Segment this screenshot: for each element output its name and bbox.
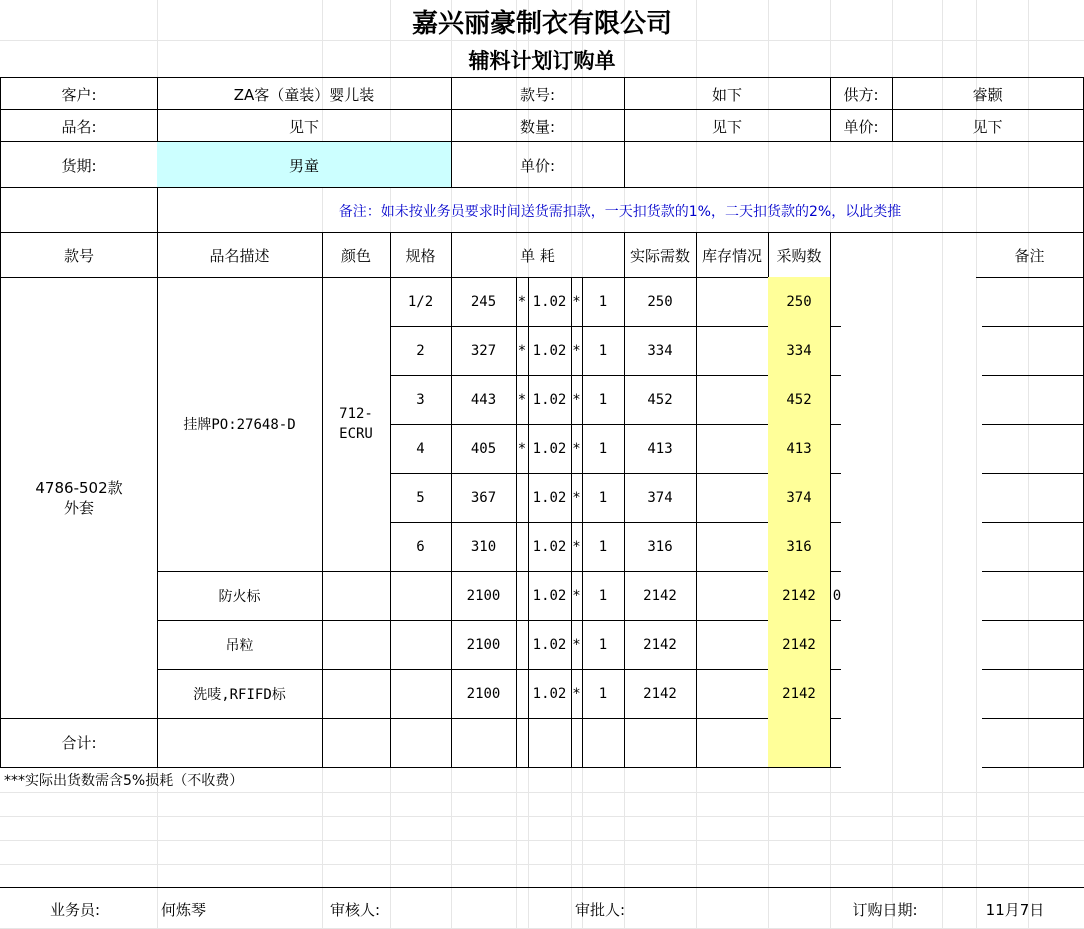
stock-cell[interactable]: [696, 277, 769, 327]
factor-cell[interactable]: 1.02: [528, 277, 572, 327]
actual-cell[interactable]: 250: [624, 277, 697, 327]
style-type: 外套: [63, 498, 94, 517]
purchase-cell[interactable]: 413: [768, 424, 831, 474]
desc-cell[interactable]: 防火标: [157, 571, 323, 621]
header-purchase: 采购数: [768, 232, 831, 278]
total-factor[interactable]: [528, 718, 572, 768]
extra-value: 0: [832, 588, 842, 604]
row-divider: [830, 473, 841, 474]
customer-value[interactable]: ZA客（童装）婴儿装: [157, 77, 452, 110]
qty-value[interactable]: 见下: [624, 109, 831, 142]
actual-cell[interactable]: 2142: [624, 669, 697, 719]
size-cell[interactable]: 5: [390, 473, 452, 523]
mult-cell[interactable]: 1: [582, 277, 625, 327]
actual-cell[interactable]: 334: [624, 326, 697, 376]
mult-cell[interactable]: 1: [582, 326, 625, 376]
row-divider: [982, 326, 1084, 327]
row-divider: [982, 424, 1084, 425]
size-cell[interactable]: 6: [390, 522, 452, 572]
star-cell: *: [571, 669, 583, 719]
qty-cell[interactable]: 2100: [451, 571, 517, 621]
star-cell: *: [571, 522, 583, 572]
delivery-value[interactable]: 男童: [157, 141, 452, 188]
date-label: 订购日期:: [852, 900, 918, 919]
actual-cell[interactable]: 452: [624, 375, 697, 425]
salesman-label: 业务员:: [49, 900, 101, 919]
style-cell[interactable]: [0, 277, 158, 719]
size-cell[interactable]: 3: [390, 375, 452, 425]
header-desc: 品名描述: [157, 232, 323, 278]
purchase-cell[interactable]: 2142: [768, 669, 831, 719]
total-desc[interactable]: [157, 718, 323, 768]
size-cell[interactable]: 1/2: [390, 277, 452, 327]
purchase-cell[interactable]: 374: [768, 473, 831, 523]
header-size: 规格: [390, 232, 452, 278]
total-actual[interactable]: [624, 718, 697, 768]
desc-cell[interactable]: 洗唛,RFIFD标: [157, 669, 323, 719]
stock-cell[interactable]: [696, 375, 769, 425]
total-label: 合计:: [0, 718, 158, 768]
row-divider: [982, 522, 1084, 523]
factor-cell[interactable]: 1.02: [528, 375, 572, 425]
qty-cell[interactable]: 443: [451, 375, 517, 425]
qty-cell[interactable]: 405: [451, 424, 517, 474]
style-value[interactable]: 如下: [624, 77, 831, 110]
row-divider: [830, 718, 841, 719]
purchase-cell[interactable]: 2142: [768, 620, 831, 670]
footer-divider: [0, 887, 1084, 888]
row-divider: [982, 473, 1084, 474]
product-label: 品名:: [0, 109, 158, 142]
color-cell[interactable]: [322, 669, 391, 719]
hangtag-desc[interactable]: 挂牌PO:27648-D: [157, 277, 323, 572]
star-cell: *: [571, 620, 583, 670]
mult-cell[interactable]: 1: [582, 620, 625, 670]
star-cell: *: [516, 375, 529, 425]
size-cell[interactable]: [390, 571, 452, 621]
header-style-no: 款号: [0, 232, 158, 278]
row-divider: [830, 620, 841, 621]
factor-cell[interactable]: 1.02: [528, 522, 572, 572]
total-purchase[interactable]: [768, 718, 831, 768]
desc-cell[interactable]: 吊粒: [157, 620, 323, 670]
stock-cell[interactable]: [696, 522, 769, 572]
purchase-cell[interactable]: 334: [768, 326, 831, 376]
purchase-cell[interactable]: 250: [768, 277, 831, 327]
row-divider: [982, 620, 1084, 621]
star-cell: *: [516, 277, 529, 327]
actual-cell[interactable]: 2142: [624, 571, 697, 621]
factor-cell[interactable]: 1.02: [528, 326, 572, 376]
customer-label: 客户:: [0, 77, 158, 110]
row-divider: [982, 571, 1084, 572]
product-value[interactable]: 见下: [157, 109, 452, 142]
header-note: 备注: [976, 232, 1084, 278]
star-cell: *: [571, 326, 583, 376]
header-stock: 库存情况: [696, 232, 769, 278]
row-divider: [830, 375, 841, 376]
row-divider: [830, 522, 841, 523]
star-cell: *: [571, 277, 583, 327]
star-cell: *: [571, 473, 583, 523]
style-number: 4786-502款: [35, 478, 123, 497]
actual-cell[interactable]: 2142: [624, 620, 697, 670]
mult-cell[interactable]: 1: [582, 669, 625, 719]
stock-cell[interactable]: [696, 473, 769, 523]
color-cell[interactable]: [322, 571, 391, 621]
header-color: 颜色: [322, 232, 391, 278]
actual-cell[interactable]: 316: [624, 522, 697, 572]
total-qty[interactable]: [451, 718, 517, 768]
remark-spacer: [0, 187, 158, 233]
factor-cell[interactable]: 1.02: [528, 473, 572, 523]
stock-cell[interactable]: [696, 571, 769, 621]
total-mult[interactable]: [582, 718, 625, 768]
star-cell: *: [516, 326, 529, 376]
header-actual: 实际需数: [624, 232, 697, 278]
row-divider: [830, 669, 841, 670]
footnote: ***实际出货数需含5%损耗（不收费）: [4, 773, 244, 789]
star-cell: *: [571, 424, 583, 474]
qty-cell[interactable]: 2100: [451, 669, 517, 719]
mult-cell[interactable]: 1: [582, 571, 625, 621]
star-cell: *: [571, 571, 583, 621]
total-stock[interactable]: [696, 718, 769, 768]
row-divider: [982, 375, 1084, 376]
mult-cell[interactable]: 1: [582, 522, 625, 572]
price-value[interactable]: 见下: [892, 109, 1084, 142]
stock-cell[interactable]: [696, 326, 769, 376]
star-cell: *: [516, 424, 529, 474]
purchase-cell[interactable]: 316: [768, 522, 831, 572]
row-divider: [830, 424, 841, 425]
factor-cell[interactable]: 1.02: [528, 620, 572, 670]
qty-cell[interactable]: 367: [451, 473, 517, 523]
supplier-label: 供方:: [830, 77, 893, 110]
qty-cell[interactable]: 2100: [451, 620, 517, 670]
mult-cell[interactable]: 1: [582, 473, 625, 523]
stock-cell[interactable]: [696, 620, 769, 670]
company-title: 嘉兴丽豪制衣有限公司: [411, 8, 672, 39]
color-cell[interactable]: 712-ECRU: [322, 277, 391, 572]
row-divider: [830, 326, 841, 327]
remark-text: 备注：如未按业务员要求时间送货需扣款，一天扣货款的1%，二天扣货款的2%，以此类推: [157, 187, 1084, 233]
star-cell: *: [571, 375, 583, 425]
total-size[interactable]: [390, 718, 452, 768]
qty-cell[interactable]: 310: [451, 522, 517, 572]
row-divider: [982, 669, 1084, 670]
date-value[interactable]: 11月7日: [985, 900, 1045, 919]
size-cell[interactable]: 2: [390, 326, 452, 376]
purchase-cell[interactable]: 452: [768, 375, 831, 425]
mult-cell[interactable]: 1: [582, 375, 625, 425]
price2-value[interactable]: [624, 141, 1084, 188]
qty-cell[interactable]: 327: [451, 326, 517, 376]
factor-cell[interactable]: 1.02: [528, 669, 572, 719]
approver-label: 审批人:: [574, 900, 626, 919]
total-color[interactable]: [322, 718, 391, 768]
factor-cell[interactable]: 1.02: [528, 424, 572, 474]
factor-cell[interactable]: 1.02: [528, 571, 572, 621]
stock-cell[interactable]: [696, 669, 769, 719]
header-consumption: 单 耗: [451, 232, 625, 278]
stock-cell[interactable]: [696, 424, 769, 474]
salesman-value[interactable]: 何炼琴: [161, 900, 207, 919]
style-label: 款号:: [451, 77, 625, 110]
row-divider: [982, 718, 1084, 719]
mult-cell[interactable]: 1: [582, 424, 625, 474]
price2-label: 单价:: [451, 141, 625, 188]
actual-cell[interactable]: 413: [624, 424, 697, 474]
color-cell[interactable]: [322, 620, 391, 670]
delivery-label: 货期:: [0, 141, 158, 188]
supplier-value[interactable]: 睿颢: [892, 77, 1084, 110]
actual-cell[interactable]: 374: [624, 473, 697, 523]
size-cell[interactable]: [390, 669, 452, 719]
size-cell[interactable]: 4: [390, 424, 452, 474]
qty-cell[interactable]: 245: [451, 277, 517, 327]
qty-label: 数量:: [451, 109, 625, 142]
size-cell[interactable]: [390, 620, 452, 670]
form-subtitle: 辅料计划订购单: [468, 48, 616, 73]
purchase-cell[interactable]: 2142: [768, 571, 831, 621]
price-label: 单价:: [830, 109, 893, 142]
reviewer-label: 审核人:: [329, 900, 381, 919]
